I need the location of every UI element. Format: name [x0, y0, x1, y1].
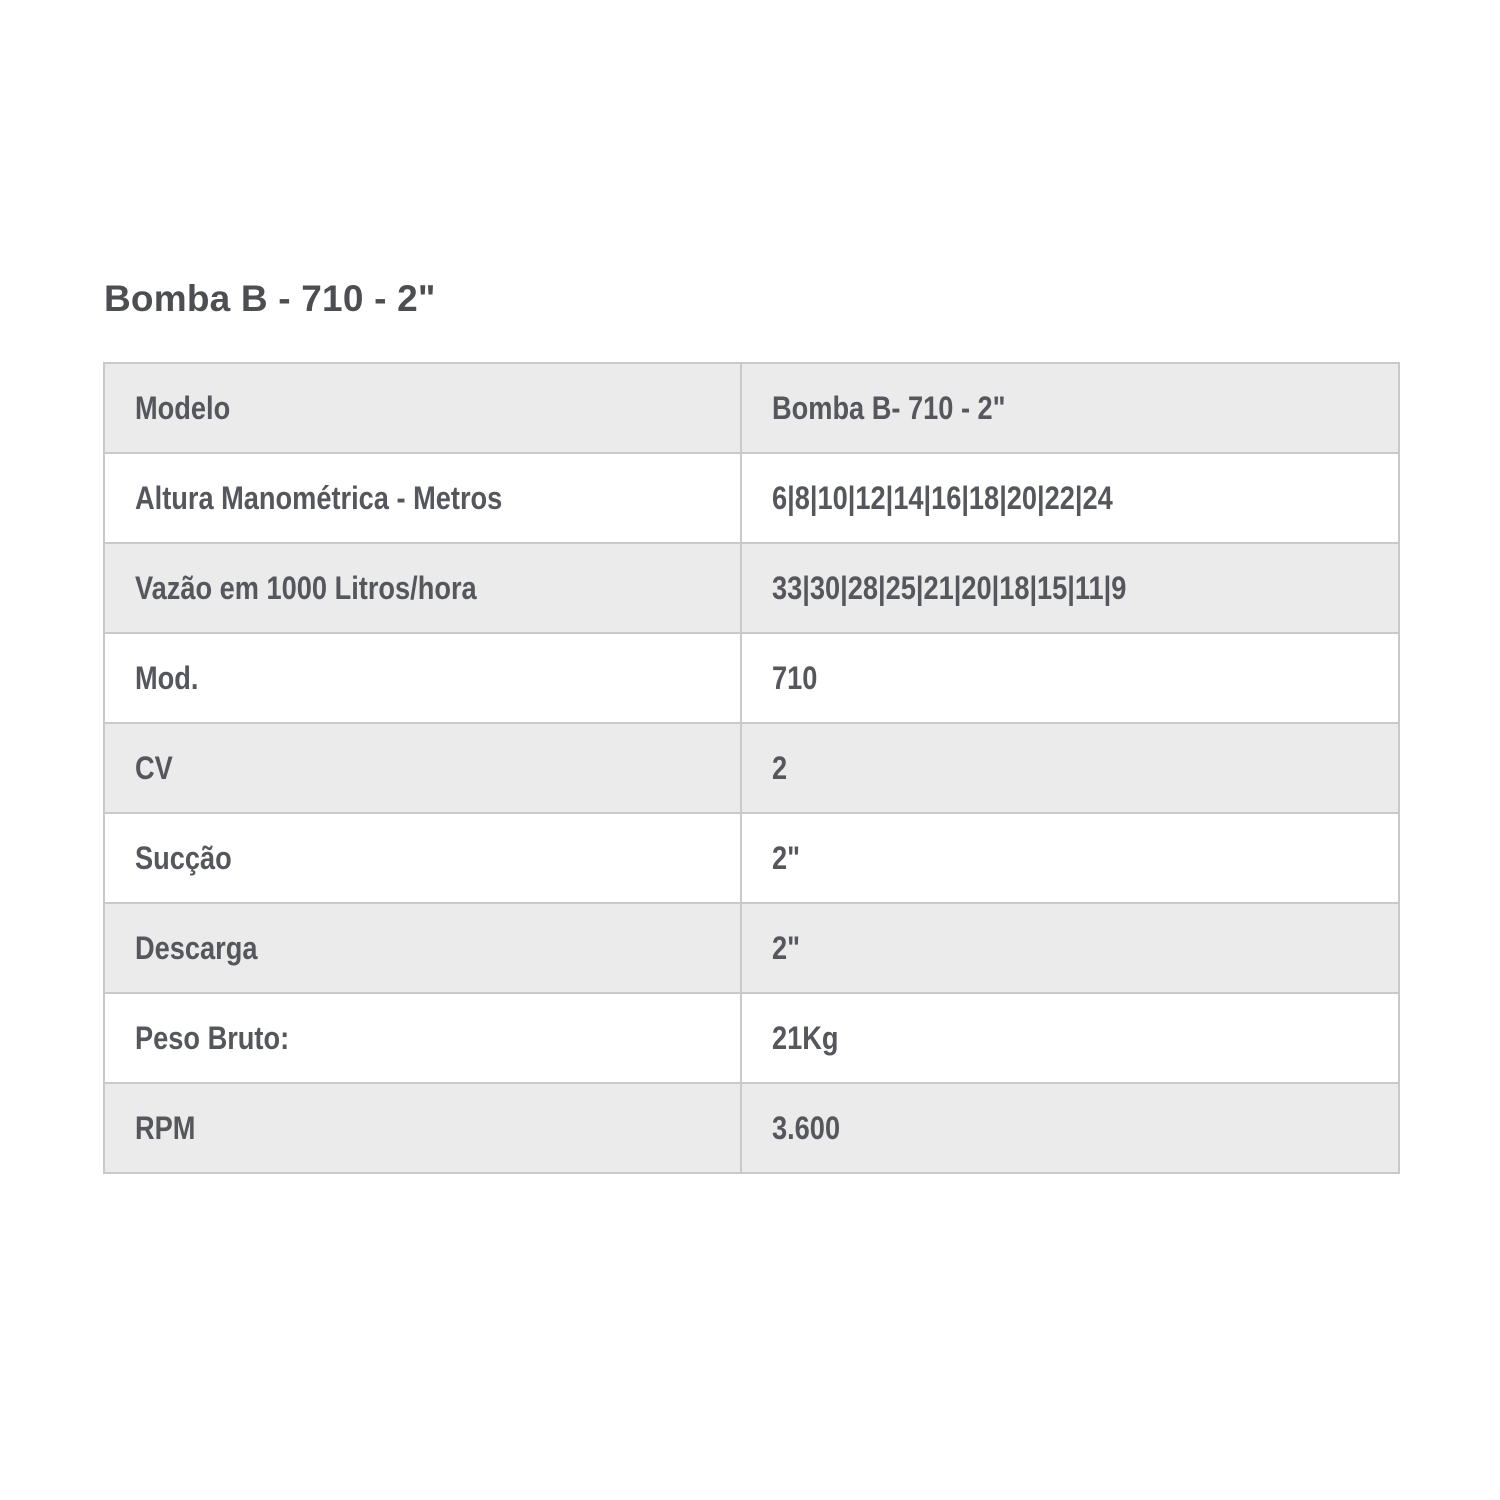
table-row — [104, 1083, 1399, 1173]
spec-value: 2" — [772, 839, 801, 876]
spec-value: 33|30|28|25|21|20|18|15|11|9 — [772, 569, 1127, 606]
spec-label-cell — [104, 633, 741, 723]
spec-label: Sucção — [135, 839, 232, 876]
spec-label-cell — [104, 813, 741, 903]
spec-value-cell — [741, 543, 1399, 633]
spec-value: 2 — [772, 749, 788, 786]
spec-label: Vazão em 1000 Litros/hora — [135, 569, 477, 606]
spec-value: 710 — [772, 659, 818, 696]
spec-value-cell — [741, 363, 1399, 453]
spec-label: Mod. — [135, 659, 199, 696]
spec-label: CV — [135, 749, 173, 786]
specs-table — [103, 362, 1400, 1174]
spec-label: Peso Bruto: — [135, 1019, 290, 1056]
spec-value-cell — [741, 993, 1399, 1083]
table-row — [104, 903, 1399, 993]
spec-label-cell — [104, 453, 741, 543]
table-row — [104, 813, 1399, 903]
table-row — [104, 723, 1399, 813]
table-row — [104, 993, 1399, 1083]
table-row — [104, 543, 1399, 633]
spec-value: 6|8|10|12|14|16|18|20|22|24 — [772, 479, 1113, 516]
spec-label-cell — [104, 543, 741, 633]
page-title: Bomba B - 710 - 2" — [104, 278, 436, 319]
spec-label: Altura Manométrica - Metros — [135, 479, 503, 516]
table-row — [104, 633, 1399, 723]
table-row — [104, 453, 1399, 543]
spec-value-cell — [741, 813, 1399, 903]
spec-value-cell — [741, 1083, 1399, 1173]
spec-label-cell — [104, 1083, 741, 1173]
spec-value: 21Kg — [772, 1019, 839, 1056]
spec-value: Bomba B- 710 - 2" — [772, 389, 1006, 426]
spec-label: Modelo — [135, 389, 231, 426]
spec-label-cell — [104, 903, 741, 993]
spec-value: 2" — [772, 929, 801, 966]
spec-value: 3.600 — [772, 1109, 841, 1146]
spec-value-cell — [741, 723, 1399, 813]
spec-value-cell — [741, 633, 1399, 723]
spec-label: Descarga — [135, 929, 258, 966]
spec-label: RPM — [135, 1109, 196, 1146]
spec-value-cell — [741, 903, 1399, 993]
spec-label-cell — [104, 723, 741, 813]
spec-label-cell — [104, 363, 741, 453]
spec-value-cell — [741, 453, 1399, 543]
spec-label-cell — [104, 993, 741, 1083]
table-row — [104, 363, 1399, 453]
